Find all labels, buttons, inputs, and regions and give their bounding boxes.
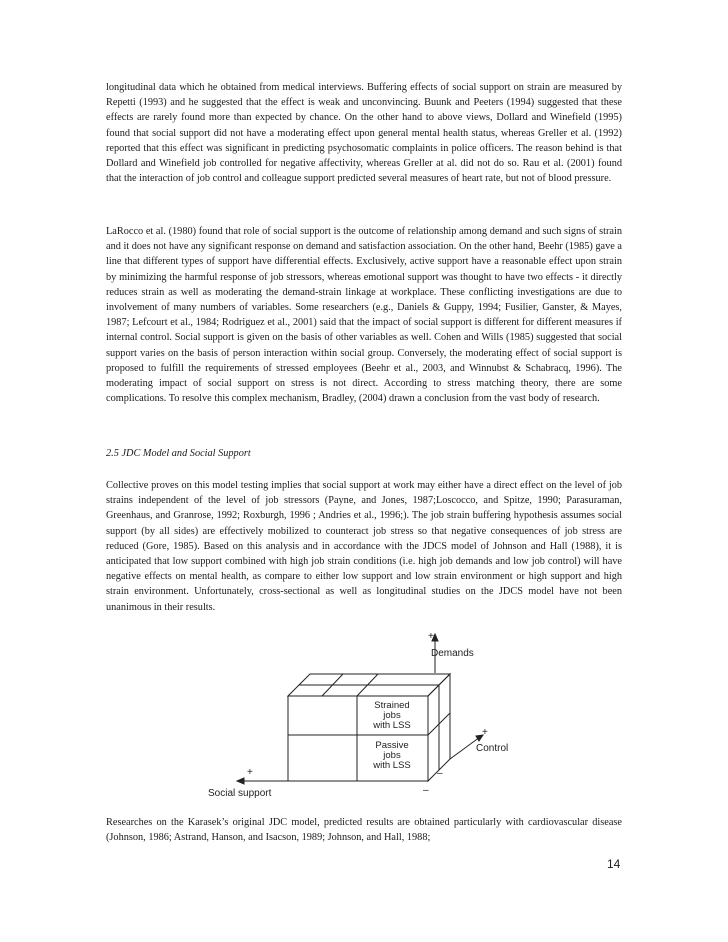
strained-box-line-2: jobs	[383, 710, 401, 721]
paragraph-2: LaRocco et al. (1980) found that role of social support is the outcome of relationship among demand and such signs of strain and it does not have any significant response on demand and satisfaction association. On the other hand, Beehr (1985) gave a line that different types of support have differential effects. Exclusively, active support have a reasonable effect upon strain by minimizing the harmful response of job stressors, whereas emotional support was thought to have two effects - it directly reduces strain as well as moderating the demand-strain linkage at workplace. These conflicting investigations are due to involvement of many numbers of variables. Some researchers (e.g., Daniels & Guppy, 1994; Fusilier, Ganster, & Mayes, 1987; Lefcourt et al., 1984; Rodriguez et al., 2001) said that the impact of social support is different for different measures if internal control. Social support is given on the basis of other variables as well. Cohen and Wills (1985) suggested that social support varies on the basis of person interaction within social group. Conversely, the moderating effect of social support is proposed to fulfill the requirements of stressed employees (Beehr et al., 2003, and Winnubst & Schabracq, 1996). The moderating impact of social support on stress is not direct. According to stress matching theory, there are some complications. To resolve this complex mechanism, Bradley, (2004) drawn a conclusion from the vast body of research.	[106, 226, 622, 405]
strained-box-line-1: Strained	[374, 700, 410, 711]
demands-plus-sign: +	[428, 631, 434, 642]
cube-diagram	[200, 625, 509, 810]
paragraph-1: longitudinal data which he obtained from medical interviews. Buffering effects of social support on strain are measured by Repetti (1993) and he suggested that the effect is weak and unconvincing. Buunk and Peeters (1994) suggested that these effects are rarely found more than expected by chance. On the other hand to above views, Dollard and Winefield (1995) found that social support did not have a moderating effect upon general mental health status, whereas Greller et al. (1992) reported that this effect was significant in predicting psychosomatic complaints in police officers. The reason behind is that Dollard and Winefield job controlled for negative affectivity, whereas Greller at al. did not do so. Rau et al. (2001) found that the interaction of job control and colleague support predicted several measures of heart rate, but not of blood pressure.	[106, 82, 622, 185]
control-plus-sign: +	[482, 727, 488, 738]
paragraph-4: Researches on the Karasek’s original JDC model, predicted results are obtained particularly with cardiovascular disease (Johnson, 1986; Astrand, Hanson, and Isacson, 1989; Johnson, and Hall, 1988;	[106, 817, 622, 844]
social-support-plus-sign: +	[247, 767, 253, 778]
jdcs-cube-figure	[200, 625, 509, 810]
demands-minus-sign: –	[423, 785, 429, 796]
control-label: Control	[476, 743, 509, 754]
page-number: 14	[607, 857, 621, 871]
passive-box-line-3: with LSS	[373, 760, 411, 771]
section-heading: 2.5 JDC Model and Social Support	[106, 448, 251, 459]
control-minus-sign: –	[437, 768, 443, 779]
strained-box-line-3: with LSS	[373, 720, 411, 731]
social-support-label: Social support	[208, 788, 272, 799]
paragraph-3: Collective proves on this model testing implies that social support at work may either have a direct effect on the level of job strains independent of the level of job stressors (Payne, and Jones, 1987;Loscocco, and Spitze, 1990; Parasuraman, Greenhaus, and Granrose, 1992; Roxburgh, 1996 ; Andries et al., 1996;). The job strain buffering hypothesis assumes social support (by all sides) are effectively mobilized to counteract job stress so that negative consequences of job stress are reduced (Gore, 1985). Based on this analysis and in accordance with the JDCS model of Johnson and Hall (1988), it is anticipated that low support combined with high job strain conditions (i.e. high job demands and low job control) will have negative effects on mental health, as compare to either low support and low strain environment or high support and high strain environment. Unfortunately, cross-sectional as well as longitudinal studies on the JDCS model have not been unanimous in their results.	[106, 480, 622, 613]
passive-box-line-1: Passive	[375, 740, 409, 751]
passive-box-line-2: jobs	[383, 750, 401, 761]
social-support-arrow-head	[237, 778, 244, 784]
demands-label: Demands	[431, 648, 474, 659]
